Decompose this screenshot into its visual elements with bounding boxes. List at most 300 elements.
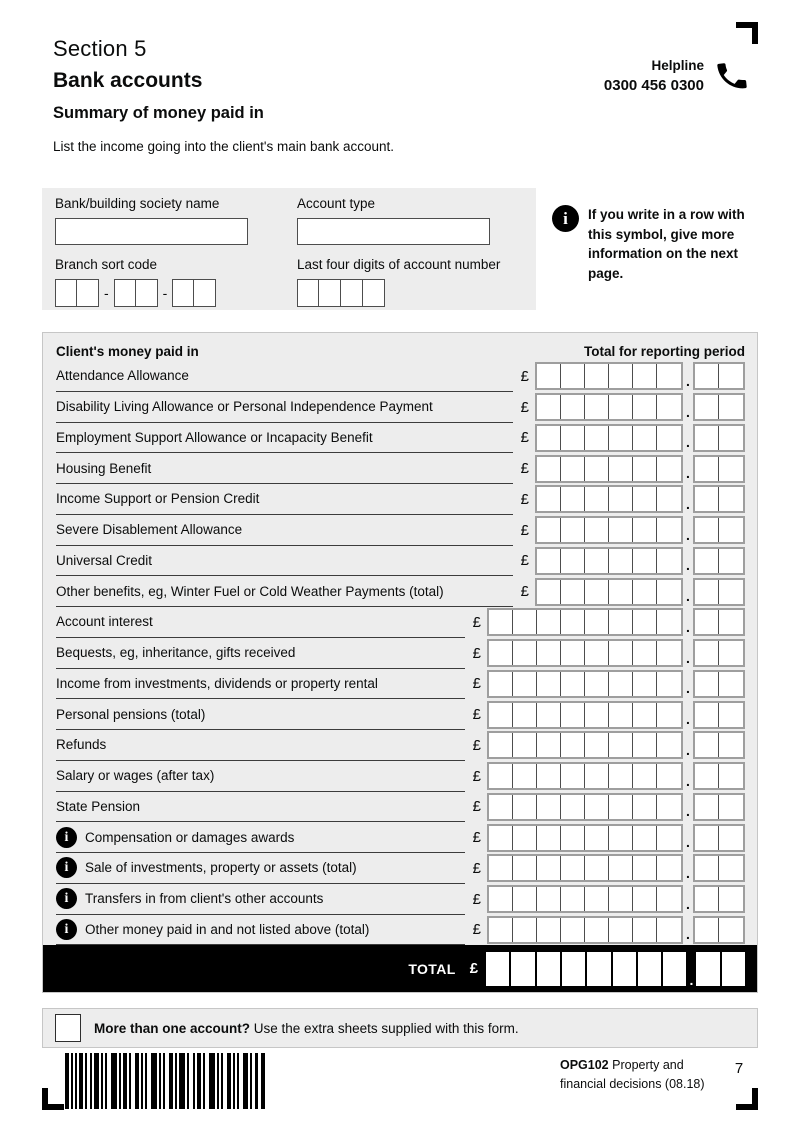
amount-cell[interactable]: [633, 426, 657, 450]
page-header: [53, 36, 264, 123]
pound-sign: £: [520, 521, 529, 539]
amount-cell[interactable]: [513, 764, 537, 788]
amount-cell[interactable]: [633, 672, 657, 696]
row-label: Bequests, eg, inheritance, gifts received: [56, 645, 296, 661]
amount-cell[interactable]: [489, 764, 513, 788]
amount-cell[interactable]: [537, 426, 561, 450]
money-row: [43, 638, 757, 669]
total-amount-cell[interactable]: [587, 952, 610, 986]
total-amount-cell[interactable]: [696, 952, 719, 986]
pound-sign: £: [472, 859, 481, 877]
intro-text: List the income going into the client's main bank account.: [53, 139, 395, 154]
amount-cell[interactable]: [657, 672, 681, 696]
row-label: Refunds: [56, 737, 107, 753]
amount-cell[interactable]: [657, 426, 681, 450]
row-label-wrap: [56, 792, 465, 823]
amount-cell[interactable]: [561, 856, 585, 880]
amount-cell[interactable]: [585, 918, 609, 942]
amount-cell[interactable]: [719, 457, 743, 481]
barcode: [65, 1053, 265, 1109]
amount-cell[interactable]: [585, 764, 609, 788]
row-label: Income Support or Pension Credit: [56, 491, 260, 507]
amount-cell[interactable]: [657, 549, 681, 573]
amount-cell[interactable]: [537, 887, 561, 911]
amount-cell[interactable]: [657, 887, 681, 911]
amount-cell[interactable]: [513, 795, 537, 819]
amount-cell[interactable]: [695, 764, 719, 788]
pound-sign: £: [520, 367, 529, 385]
amount-cell[interactable]: [609, 672, 633, 696]
amount-cell[interactable]: [609, 549, 633, 573]
amount-cell[interactable]: [719, 580, 743, 604]
amount-cell[interactable]: [695, 672, 719, 696]
account-type-input[interactable]: [297, 218, 490, 245]
amount-cell[interactable]: [561, 764, 585, 788]
amount-cell[interactable]: [719, 487, 743, 511]
amount-cell[interactable]: [561, 457, 585, 481]
row-label: Sale of investments, property or assets (total): [85, 860, 357, 876]
amount-cell[interactable]: [585, 580, 609, 604]
account-digit-cell[interactable]: [363, 279, 385, 307]
amount-cell[interactable]: [537, 641, 561, 665]
total-amount-cell[interactable]: [486, 952, 509, 986]
amount-cell[interactable]: [585, 457, 609, 481]
pound-sign: £: [472, 613, 481, 631]
sort-code-input: [55, 279, 297, 307]
form-code: OPG102: [560, 1058, 609, 1072]
amount-cell[interactable]: [513, 918, 537, 942]
total-amount-cell[interactable]: [663, 952, 686, 986]
amount-cell[interactable]: [633, 733, 657, 757]
amount-cell[interactable]: [633, 457, 657, 481]
decimal-point: .: [689, 972, 694, 989]
total-amount-cell[interactable]: [562, 952, 585, 986]
amount-cell[interactable]: [561, 703, 585, 727]
amount-cell[interactable]: [609, 703, 633, 727]
pence-cells: [693, 731, 745, 759]
amount-cell[interactable]: [633, 580, 657, 604]
pound-sign: £: [520, 398, 529, 416]
amount-cell[interactable]: [657, 856, 681, 880]
row-label-wrap: [56, 669, 465, 700]
pounds-cells: [487, 854, 683, 882]
money-row: [43, 546, 757, 577]
amount-cell[interactable]: [561, 487, 585, 511]
row-label: Other benefits, eg, Winter Fuel or Cold Weather Payments (total): [56, 583, 444, 599]
amount-cell[interactable]: [719, 856, 743, 880]
info-icon: i: [56, 827, 77, 848]
sort-code-cell[interactable]: [55, 279, 77, 307]
pound-sign: £: [520, 583, 529, 601]
amount-cell[interactable]: [695, 610, 719, 634]
amount-cell[interactable]: [609, 887, 633, 911]
amount-cell[interactable]: [719, 518, 743, 542]
amount-cell[interactable]: [537, 826, 561, 850]
last-four-input: [297, 279, 500, 307]
sort-code-cell[interactable]: [77, 279, 99, 307]
amount-cell[interactable]: [609, 826, 633, 850]
row-label-wrap: [56, 761, 465, 792]
pound-sign: £: [472, 675, 481, 693]
amount-cell[interactable]: [561, 395, 585, 419]
amount-cell[interactable]: [489, 703, 513, 727]
amount-cell[interactable]: [657, 733, 681, 757]
extra-accounts-strip: [42, 1008, 758, 1048]
decimal-point: .: [686, 495, 690, 512]
pence-cells: [693, 824, 745, 852]
amount-cell[interactable]: [657, 826, 681, 850]
amount-cell[interactable]: [585, 733, 609, 757]
row-label-wrap: [56, 484, 513, 515]
amount-cell[interactable]: [585, 641, 609, 665]
amount-cell[interactable]: [489, 641, 513, 665]
amount-cell[interactable]: [695, 641, 719, 665]
amount-cell[interactable]: [537, 764, 561, 788]
pounds-cells: [487, 762, 683, 790]
amount-cell[interactable]: [695, 733, 719, 757]
bank-name-input[interactable]: [55, 218, 248, 245]
amount-cell[interactable]: [561, 918, 585, 942]
amount-cell[interactable]: [695, 795, 719, 819]
pounds-cells: [487, 608, 683, 636]
total-amount-cell[interactable]: [511, 952, 534, 986]
decimal-point: .: [686, 465, 690, 481]
row-label: Severe Disablement Allowance: [56, 522, 243, 538]
amount-cell[interactable]: [719, 426, 743, 450]
amount-cell[interactable]: [513, 887, 537, 911]
amount-cell[interactable]: [537, 549, 561, 573]
amount-cell[interactable]: [657, 487, 681, 511]
row-label: Housing Benefit: [56, 460, 152, 476]
amount-cell[interactable]: [609, 733, 633, 757]
amount-cell[interactable]: [513, 641, 537, 665]
amount-cell[interactable]: [537, 487, 561, 511]
row-label-wrap: [56, 453, 513, 484]
pound-sign: £: [472, 644, 481, 662]
pounds-cells: [487, 793, 683, 821]
amount-cell[interactable]: [719, 364, 743, 388]
amount-cell[interactable]: [537, 580, 561, 604]
row-label-wrap: [56, 607, 465, 638]
amount-cell[interactable]: [695, 518, 719, 542]
amount-cell[interactable]: [561, 426, 585, 450]
amount-cell[interactable]: [609, 764, 633, 788]
amount-cell[interactable]: [609, 795, 633, 819]
pence-cells: [693, 578, 745, 606]
pounds-cells: [535, 362, 683, 390]
pence-cells: [693, 393, 745, 421]
info-note: [552, 188, 758, 310]
amount-cell[interactable]: [695, 487, 719, 511]
amount-cell[interactable]: [585, 703, 609, 727]
amount-cell[interactable]: [719, 672, 743, 696]
amount-cell[interactable]: [657, 518, 681, 542]
amount-cell[interactable]: [609, 457, 633, 481]
amount-cell[interactable]: [633, 395, 657, 419]
amount-cell[interactable]: [695, 457, 719, 481]
row-label: State Pension: [56, 798, 141, 814]
amount-cell[interactable]: [657, 457, 681, 481]
amount-cell[interactable]: [633, 518, 657, 542]
amount-cell[interactable]: [695, 856, 719, 880]
pence-cells: [693, 547, 745, 575]
money-row: [43, 423, 757, 454]
helpline-label: Helpline: [651, 58, 704, 73]
amount-cell[interactable]: [489, 918, 513, 942]
amount-cell[interactable]: [609, 426, 633, 450]
amount-cell[interactable]: [537, 856, 561, 880]
amount-cell[interactable]: [609, 518, 633, 542]
bank-details-box: [42, 188, 536, 310]
account-digit-cell[interactable]: [341, 279, 363, 307]
pence-cells: [693, 793, 745, 821]
amount-cell[interactable]: [513, 610, 537, 634]
row-label: Universal Credit: [56, 552, 153, 568]
amount-cell[interactable]: [633, 764, 657, 788]
amount-cell[interactable]: [633, 641, 657, 665]
table-header: [43, 333, 757, 361]
sort-code-cell[interactable]: [194, 279, 216, 307]
form-title-part2: financial decisions (08.18): [560, 1076, 705, 1091]
amount-cell[interactable]: [609, 395, 633, 419]
amount-cell[interactable]: [585, 549, 609, 573]
decimal-point: .: [686, 618, 690, 635]
account-digit-cell[interactable]: [297, 279, 319, 307]
row-label: Other money paid in and not listed above (total): [85, 921, 370, 937]
amount-cell[interactable]: [513, 703, 537, 727]
amount-cell[interactable]: [585, 487, 609, 511]
amount-cell[interactable]: [609, 364, 633, 388]
amount-cell[interactable]: [561, 887, 585, 911]
amount-cell[interactable]: [657, 580, 681, 604]
amount-cell[interactable]: [561, 672, 585, 696]
pence-cells: [693, 639, 745, 667]
sort-code-cell[interactable]: [172, 279, 194, 307]
amount-cell[interactable]: [537, 795, 561, 819]
amount-cell[interactable]: [657, 918, 681, 942]
amount-cell[interactable]: [719, 549, 743, 573]
amount-cell[interactable]: [537, 610, 561, 634]
money-row: [43, 730, 757, 761]
total-pounds-cells: [486, 952, 686, 986]
amount-cell[interactable]: [657, 764, 681, 788]
amount-cell[interactable]: [585, 518, 609, 542]
amount-cell[interactable]: [719, 764, 743, 788]
amount-cell[interactable]: [537, 672, 561, 696]
amount-cell[interactable]: [633, 610, 657, 634]
money-row: [43, 792, 757, 823]
amount-cell[interactable]: [489, 795, 513, 819]
pounds-cells: [535, 516, 683, 544]
amount-cell[interactable]: [561, 518, 585, 542]
amount-cell[interactable]: [633, 795, 657, 819]
amount-cell[interactable]: [695, 364, 719, 388]
decimal-point: .: [686, 649, 690, 666]
amount-cell[interactable]: [489, 672, 513, 696]
row-label-wrap: [56, 423, 513, 454]
form-title-part1: Property and: [612, 1058, 684, 1072]
table-header-right: Total for reporting period: [584, 344, 745, 359]
row-label-wrap: [56, 515, 513, 546]
account-type-label: Account type: [297, 196, 376, 211]
amount-cell[interactable]: [513, 672, 537, 696]
amount-cell[interactable]: [609, 856, 633, 880]
amount-cell[interactable]: [489, 610, 513, 634]
amount-cell[interactable]: [513, 733, 537, 757]
amount-cell[interactable]: [695, 918, 719, 942]
amount-cell[interactable]: [561, 641, 585, 665]
money-row: [43, 853, 757, 884]
amount-cell[interactable]: [585, 395, 609, 419]
decimal-point: .: [686, 741, 690, 758]
amount-cell[interactable]: [657, 364, 681, 388]
decimal-point: .: [686, 711, 690, 727]
pound-sign: £: [472, 829, 481, 847]
amount-cell[interactable]: [719, 641, 743, 665]
decimal-point: .: [686, 557, 690, 574]
money-row: [43, 761, 757, 792]
amount-cell[interactable]: [537, 518, 561, 542]
amount-cell[interactable]: [657, 610, 681, 634]
amount-cell[interactable]: [489, 856, 513, 880]
amount-cell[interactable]: [561, 580, 585, 604]
more-accounts-checkbox[interactable]: [55, 1014, 81, 1042]
amount-cell[interactable]: [489, 887, 513, 911]
pence-cells: [693, 362, 745, 390]
amount-cell[interactable]: [489, 826, 513, 850]
amount-cell[interactable]: [609, 918, 633, 942]
pounds-cells: [535, 424, 683, 452]
amount-cell[interactable]: [585, 826, 609, 850]
amount-cell[interactable]: [585, 610, 609, 634]
info-note-text: If you write in a row with this symbol, give more information on the next page.: [588, 207, 745, 281]
amount-cell[interactable]: [719, 610, 743, 634]
pounds-cells: [487, 731, 683, 759]
amount-cell[interactable]: [719, 395, 743, 419]
amount-cell[interactable]: [657, 795, 681, 819]
pounds-cells: [535, 455, 683, 483]
amount-cell[interactable]: [633, 918, 657, 942]
amount-cell[interactable]: [585, 364, 609, 388]
pound-sign: £: [520, 429, 529, 447]
amount-cell[interactable]: [585, 795, 609, 819]
amount-cell[interactable]: [513, 826, 537, 850]
row-label-wrap: [56, 638, 465, 669]
total-amount-cell[interactable]: [638, 952, 661, 986]
sort-code-separator: -: [104, 285, 109, 301]
amount-cell[interactable]: [719, 703, 743, 727]
amount-cell[interactable]: [585, 856, 609, 880]
amount-cell[interactable]: [537, 918, 561, 942]
amount-cell[interactable]: [561, 364, 585, 388]
sort-code-cell[interactable]: [114, 279, 136, 307]
amount-cell[interactable]: [537, 733, 561, 757]
page-title: Bank accounts: [53, 69, 203, 92]
sort-code-separator: -: [162, 285, 168, 301]
amount-cell[interactable]: [695, 395, 719, 419]
amount-cell[interactable]: [585, 426, 609, 450]
total-amount-cell[interactable]: [613, 952, 636, 986]
corner-mark-bottom-right: [736, 1088, 758, 1110]
total-amount-cell[interactable]: [537, 952, 560, 986]
decimal-point: .: [686, 926, 690, 943]
amount-cell[interactable]: [609, 580, 633, 604]
amount-cell[interactable]: [537, 395, 561, 419]
decimal-point: .: [686, 834, 690, 850]
amount-cell[interactable]: [695, 887, 719, 911]
amount-cell[interactable]: [609, 641, 633, 665]
sort-code-label: Branch sort code: [55, 257, 158, 272]
money-row: [43, 822, 757, 853]
amount-cell[interactable]: [537, 364, 561, 388]
pounds-cells: [535, 393, 683, 421]
account-digit-cell[interactable]: [319, 279, 341, 307]
amount-cell[interactable]: [719, 795, 743, 819]
extra-accounts-instruction: Use the extra sheets supplied with this form.: [253, 1020, 519, 1036]
amount-cell[interactable]: [561, 733, 585, 757]
decimal-point: .: [686, 772, 690, 789]
amount-cell[interactable]: [633, 487, 657, 511]
amount-cell[interactable]: [489, 733, 513, 757]
amount-cell[interactable]: [695, 703, 719, 727]
amount-cell[interactable]: [633, 549, 657, 573]
corner-mark-bottom-left: [42, 1088, 64, 1110]
page-number: 7: [734, 1060, 744, 1077]
row-label: Account interest: [56, 614, 153, 630]
amount-cell[interactable]: [537, 703, 561, 727]
decimal-point: .: [686, 526, 690, 543]
total-amount-cell[interactable]: [722, 952, 745, 986]
amount-cell[interactable]: [609, 487, 633, 511]
row-label: Salary or wages (after tax): [56, 768, 215, 784]
amount-cell[interactable]: [719, 918, 743, 942]
money-row: [43, 361, 757, 392]
amount-cell[interactable]: [657, 395, 681, 419]
amount-cell[interactable]: [633, 826, 657, 850]
amount-cell[interactable]: [657, 703, 681, 727]
amount-cell[interactable]: [633, 703, 657, 727]
money-row: [43, 669, 757, 700]
amount-cell[interactable]: [695, 549, 719, 573]
row-label: Income from investments, dividends or property rental: [56, 675, 378, 691]
amount-cell[interactable]: [609, 610, 633, 634]
amount-cell[interactable]: [633, 364, 657, 388]
amount-cell[interactable]: [561, 795, 585, 819]
page-subtitle: Summary of money paid in: [53, 104, 264, 122]
pound-sign: £: [469, 960, 479, 978]
amount-cell[interactable]: [585, 672, 609, 696]
amount-cell[interactable]: [561, 549, 585, 573]
amount-cell[interactable]: [561, 610, 585, 634]
amount-cell[interactable]: [695, 426, 719, 450]
bank-name-label: Bank/building society name: [55, 196, 220, 211]
amount-cell[interactable]: [719, 733, 743, 757]
amount-cell[interactable]: [719, 826, 743, 850]
amount-cell[interactable]: [695, 580, 719, 604]
amount-cell[interactable]: [585, 887, 609, 911]
amount-cell[interactable]: [719, 887, 743, 911]
info-icon: i: [552, 205, 579, 232]
amount-cell[interactable]: [513, 856, 537, 880]
amount-cell[interactable]: [537, 457, 561, 481]
amount-cell[interactable]: [561, 826, 585, 850]
pence-cells: [693, 701, 745, 729]
amount-cell[interactable]: [633, 856, 657, 880]
amount-cell[interactable]: [695, 826, 719, 850]
sort-code-cell[interactable]: [136, 279, 158, 307]
amount-cell[interactable]: [657, 641, 681, 665]
amount-cell[interactable]: [633, 887, 657, 911]
